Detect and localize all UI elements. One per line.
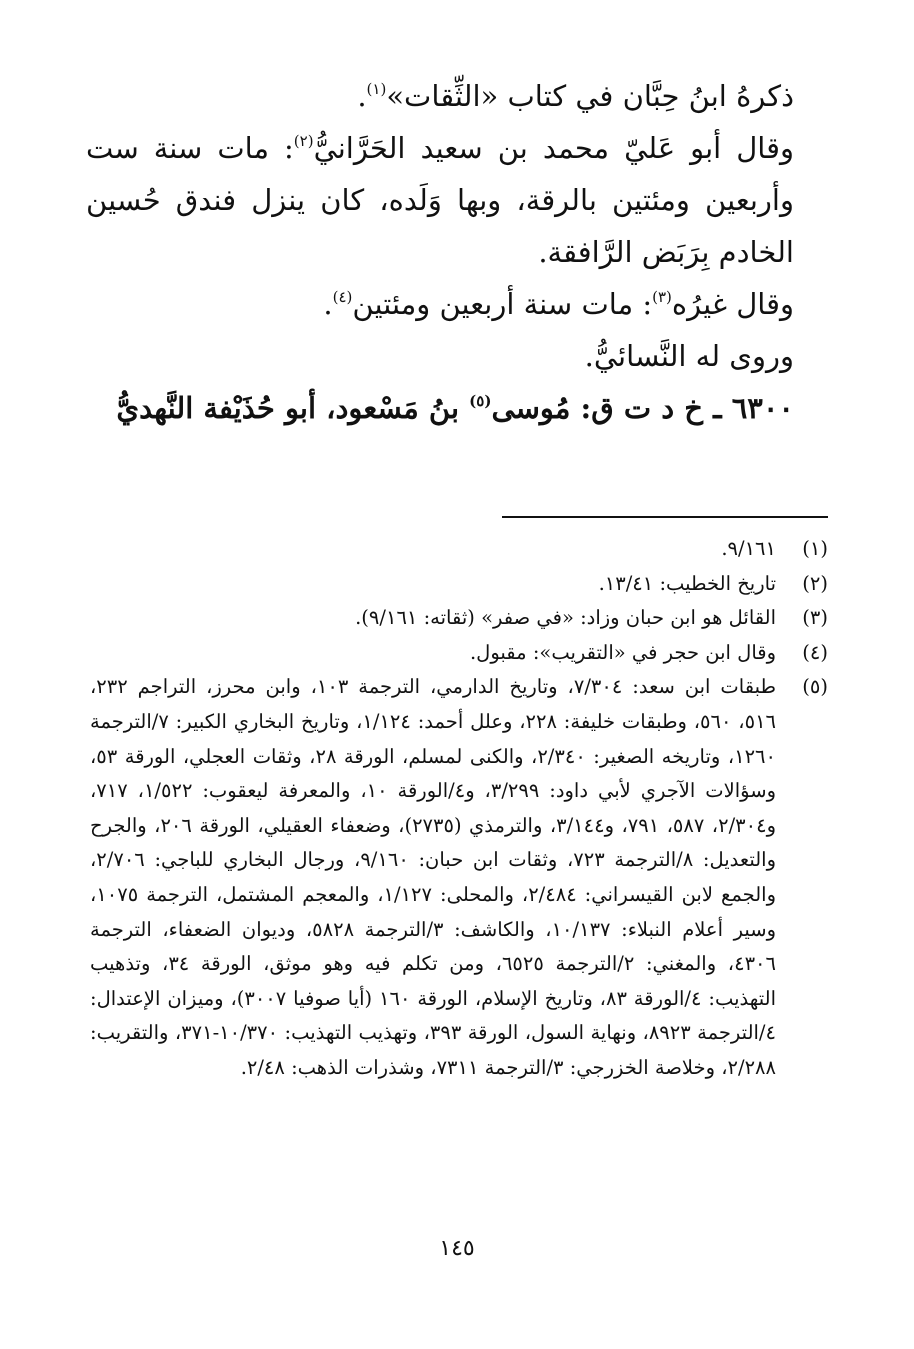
footnotes [90,532,828,1086]
footnote-number: (٢) [802,571,828,595]
footnote-divider [502,516,828,518]
paragraph-text: وقال أبو عَليّ محمد بن سعيد الحَرَّانيُّ [313,131,794,165]
paragraph-text: وقال غيرُه [671,287,794,321]
paragraph-tail: . [323,287,333,321]
footnote-ref: (٥) [469,392,492,410]
footnote-ref: (١) [366,80,387,98]
paragraph-ibn-hibban [86,70,834,122]
paragraph-text: وروى له النَّسائيُّ. [584,339,794,373]
footnote-ref: (٣) [652,288,672,306]
footnote-number: (٣) [802,606,828,630]
footnote [90,670,828,1085]
footnote-ref: (٢) [293,132,314,150]
footnote-ref: (٤) [332,288,353,306]
footnote [90,636,828,671]
footnote-text: القائل هو ابن حبان وزاد: «في صفر» (ثقاته: ٩/١٦١). [355,606,776,630]
footnote-text: ٩/١٦١. [721,537,776,560]
paragraph-tail: . [357,79,367,113]
entry-codes: ـ خ د ت ق: [580,391,722,425]
footnote-text: تاريخ الخطيب: ١٣/٤١. [598,571,776,595]
paragraph-nasai [86,330,834,382]
paragraph-text: ذكرهُ ابنُ حِبَّان في كتاب «الثِّقات» [386,79,794,113]
footnote-text: وقال ابن حجر في «التقريب»: مقبول. [469,640,776,664]
footnote [90,601,828,636]
entry-heading [86,382,834,434]
entry-name: مُوسى [491,391,571,425]
entry-name-continued: بنُ مَسْعود، أبو حُذَيْفة النَّهديُّ [116,391,460,425]
main-text [86,70,834,434]
paragraph-others [86,278,834,330]
page-number: ١٤٥ [439,1236,475,1261]
footnote [90,567,828,602]
paragraph-text-continued: : مات سنة أربعين ومئتين [352,287,653,321]
footnote-text: طبقات ابن سعد: ٧/٣٠٤، وتاريخ الدارمي، الترجمة ١٠٣، وابن محرز، التراجم ٢٣٢، ٥١٦، ٥٦٠، وطبقات خليفة: ٢٢٨، وعلل أحمد: ١/١٢٤، وتاريخ البخاري الكبير: ٧/الترجمة ١٢٦٠، وتاريخه الصغير: ٢/٣٤٠، والكنى لمسلم، الورقة ٢٨، وثقات العجلي، الورقة ٥٣، وسؤالات الآجري لأبي داود: ٣/٢٩٩، و٤/الورقة ١٠، والمعرفة ليعقوب: ١/٥٢٢، ٧١٧، و٢/٣٠٤، ٥٨٧، ٧٩١، و٣/١٤٤، والترمذي (٢٧٣٥)، وضعفاء العقيلي، الورقة ٢٠٦، والجرح والتعديل: ٨/الترجمة ٧٢٣، وثقات ابن حبان: ٩/١٦٠، ورجال البخاري للباجي: ٢/٧٠٦، والجمع لابن القيسراني: ٢/٤٨٤، والمحلى: ١/١٢٧، والمعجم المشتمل، الترجمة ١٠٧٥، وسير أعلام النبلاء: ١٠/١٣٧، والكاشف: ٣/الترجمة ٥٨٢٨، وديوان الضعفاء، الترجمة ٤٣٠٦، والمغني: ٢/الترجمة ٦٥٢٥، ومن تكلم فيه وهو موثق، الورقة ٣٤، وتذهيب التهذيب: ٤/الورقة ٨٣، وتاريخ الإسلام، الورقة ١٦٠ (أيا صوفيا ٣٠٠٧)، وميزان الإعتدال: ٤/الترجمة ٨٩٢٣، ونهاية السول، الورقة ٣٩٣، وتهذيب التهذيب: ١٠/٣٧٠-٣٧١، والتقريب: ٢/٢٨٨، وخلاصة الخزرجي: ٣/الترجمة ٧٣١١، وشذرات الذهب: ٢/٤٨. [90,675,777,1079]
paragraph-harrani [86,122,834,278]
footnote-number: (٤) [802,640,828,664]
paragraph-text-continued: : مات سنة ست وأربعين ومئتين بالرقة، وبها وَلَده، كان ينزل فندق حُسين الخادم بِرَبَض الرَّافقة. [86,131,794,269]
footnote-number: (٥) [802,675,828,699]
entry-number: ٦٣٠٠ [731,391,794,425]
footnote-number: (١) [802,537,828,560]
footnote [90,532,828,567]
